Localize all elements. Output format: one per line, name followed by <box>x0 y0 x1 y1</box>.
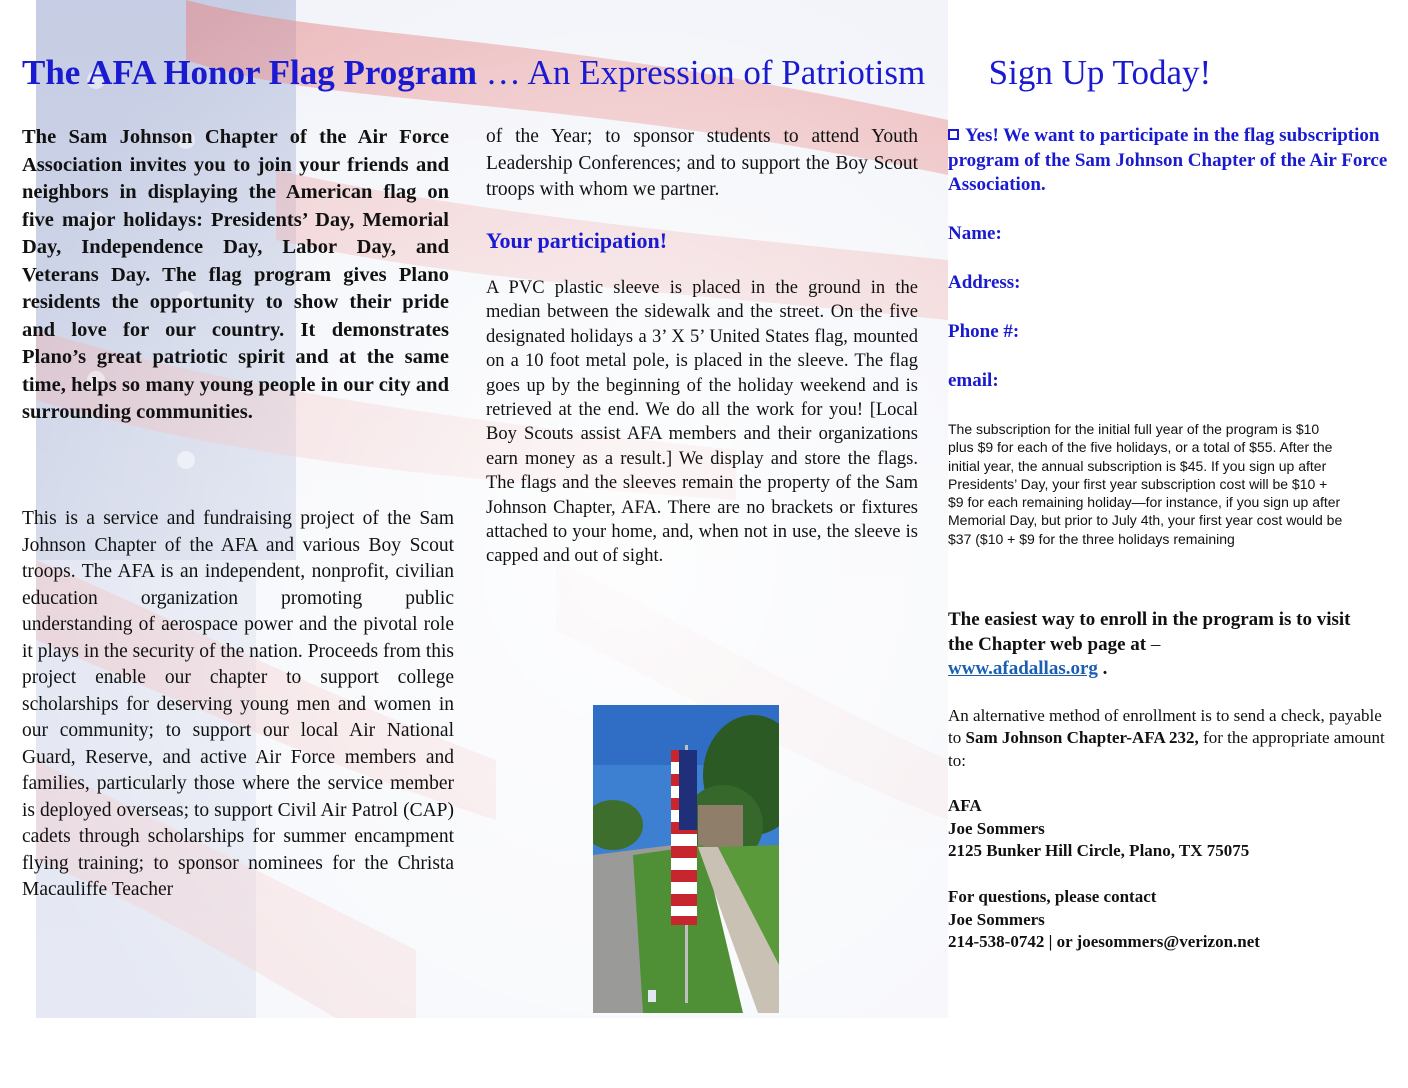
email-label: email: <box>948 370 999 391</box>
contact-line-name: Joe Sommers <box>948 909 1045 929</box>
enroll-online-text <box>948 608 1378 682</box>
service-paragraph-continued: of the Year; to sponsor students to attend Youth Leadership Conferences; and to support the Boy Scout troops with whom we partner. <box>486 126 918 201</box>
intro-paragraph: The Sam Johnson Chapter of the Air Force Association invites you to join your friends and neighbors in displaying the American flag on five major holidays: Presidents’ Day, Memorial Day, Independence Day, Labor Day, and Veterans Day. The flag program gives Plano residents the opportunity to show their pride and love for our country. It demonstrates Plano’s great patriotic spirit and at the same time, helps so many young people in our city and surrounding communities. <box>22 126 449 423</box>
participation-heading: Your participation! <box>486 228 668 253</box>
address-line-street: 2125 Bunker Hill Circle, Plano, TX 75075 <box>948 841 1250 861</box>
signup-heading: Sign Up Today! <box>988 53 1212 92</box>
flag-photo <box>593 705 779 1013</box>
title-subtitle: … An Expression of Patriotism <box>476 53 926 92</box>
title-bold: The AFA Honor Flag Program <box>22 53 477 92</box>
check-text-pre: An alternative method of enrollment is to send a check, payable to <box>948 706 1382 748</box>
chapter-website-link[interactable]: www.afadallas.org <box>948 658 1098 679</box>
contact-info <box>948 886 1388 954</box>
phone-label: Phone #: <box>948 321 1020 342</box>
subscription-details: The subscription for the initial full year of the program is $10 plus $9 for each of the five holidays, or a total of $55. After the initial year, the annual subscription is $45. If you sign up after Presidents’ Day, your first year subscription cost will be $10 + $9 for each remaining holiday—for instance, if you sign up after Memorial Day, but prior to July 4th, your first year cost would be $37 ($10 + $9 for the three holidays remaining <box>948 421 1343 547</box>
link-period: . <box>1097 658 1108 679</box>
address-label: Address: <box>948 272 1021 293</box>
page-title <box>22 52 1402 94</box>
address-line-org: AFA <box>948 796 982 815</box>
signup-checkbox-row <box>948 124 1388 198</box>
check-text-post: for the appropriate amount to: <box>948 728 1385 770</box>
name-label: Name: <box>948 223 1002 244</box>
enroll-dash: – <box>1146 633 1161 655</box>
participate-statement: Yes! We want to participate in the flag subscription program of the Sam Johnson Chapter of the Air Force Association. <box>948 125 1388 195</box>
address-line-name: Joe Sommers <box>948 818 1045 838</box>
service-paragraph: This is a service and fundraising project of the Sam Johnson Chapter of the AFA and various Boy Scout troops. The AFA is an independent, nonprofit, civilian education organization promoting public understanding of aerospace power and the pivotal role it plays in the security of the nation. Proceeds from this project enable our chapter to support college scholarships for deserving young men and women in our community; to support our local Air National Guard, Reserve, and active Air Force members and families, particularly those where the service member is deployed overseas; to support Civil Air Patrol (CAP) cadets through scholarships for summer encampment flying training; to sponsor nominees for the Christa Macauliffe Teacher <box>22 508 454 900</box>
participate-checkbox[interactable] <box>948 129 959 140</box>
enroll-online-lead: The easiest way to enroll in the program is to visit the Chapter web page at <box>948 609 1351 655</box>
check-enrollment-text <box>948 705 1388 772</box>
contact-line-phone-email: 214-538-0742 | or joesommers@verizon.net <box>948 932 1260 952</box>
check-payee: Sam Johnson Chapter-AFA 232, <box>965 728 1199 748</box>
contact-line-intro: For questions, please contact <box>948 887 1157 906</box>
flag-photo-image <box>593 705 779 1013</box>
mailing-address <box>948 795 1388 863</box>
participation-paragraph: A PVC plastic sleeve is placed in the ground in the median between the sidewalk and the street. On the five designated holidays a 3’ X 5’ United States flag, mounted on a 10 foot metal pole, is placed in the sleeve. The flag goes up by the beginning of the holiday weekend and is retrieved at the end. We do all the work for you! [Local Boy Scouts assist AFA members and their organizations earn money as a result.] We display and store the flags. The flags and the sleeves remain the property of the Sam Johnson Chapter, AFA. There are no brackets or fixtures attached to your home, and, when not in use, the sleeve is capped and out of sight. <box>486 278 918 567</box>
